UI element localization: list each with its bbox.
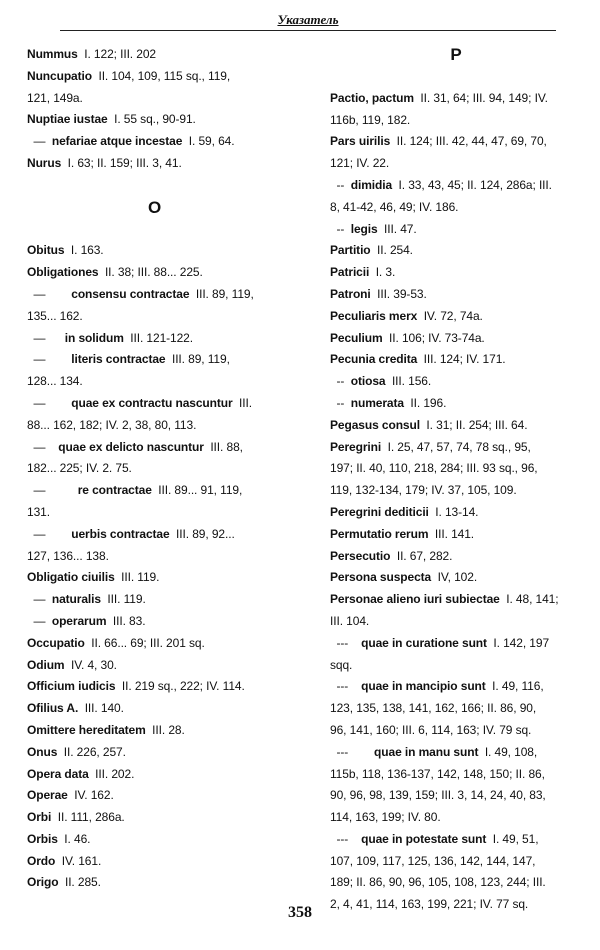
index-reference: — xyxy=(27,352,46,367)
index-reference: III. 119. xyxy=(114,570,160,585)
index-term: Obitus xyxy=(27,243,65,258)
index-term: otiosa xyxy=(344,374,386,389)
index-term: dimidia xyxy=(344,177,393,192)
index-reference: III. 89, 92... xyxy=(169,526,235,541)
index-reference: — xyxy=(27,613,46,628)
index-term: Pars uirilis xyxy=(330,134,391,149)
index-reference: III. 202. xyxy=(88,766,135,781)
index-entry xyxy=(27,502,282,524)
index-reference: II. 66... 69; III. 201 sq. xyxy=(84,635,205,650)
index-reference: III. 83. xyxy=(106,613,146,628)
index-reference: I. 163. xyxy=(64,243,104,258)
index-entry xyxy=(330,720,582,742)
index-term: Pegasus consul xyxy=(330,417,420,432)
index-entry xyxy=(27,437,282,459)
index-entry xyxy=(330,676,582,698)
index-entry xyxy=(330,197,582,219)
index-entry xyxy=(330,437,582,459)
index-reference: I. 49, 51, xyxy=(486,831,539,846)
index-reference: III. 88, xyxy=(203,439,243,454)
index-term: Personae alieno iuri subiectae xyxy=(330,592,500,607)
index-entry xyxy=(27,829,282,851)
index-entry xyxy=(27,44,282,66)
index-entry xyxy=(330,742,582,764)
index-term: Nuptiae iustae xyxy=(27,112,108,127)
index-reference: 114, 163, 199; IV. 80. xyxy=(330,810,441,825)
index-term: Peculium xyxy=(330,330,383,345)
index-reference: IV. 4, 30. xyxy=(64,657,117,672)
index-reference: -- xyxy=(330,177,345,192)
index-reference: — xyxy=(27,286,46,301)
index-entry xyxy=(330,480,582,502)
index-reference: III. 89, 119, xyxy=(189,286,254,301)
index-term: Nurus xyxy=(27,155,62,170)
index-term: quae in curatione sunt xyxy=(348,635,487,650)
page-number: 358 xyxy=(288,904,312,921)
index-entry xyxy=(330,262,582,284)
index-reference: — xyxy=(27,134,46,149)
index-entry xyxy=(27,262,282,284)
right-index-column xyxy=(330,44,582,916)
index-term: Odium xyxy=(27,657,65,672)
index-entry xyxy=(330,88,582,110)
index-reference: I. 46. xyxy=(57,831,91,846)
index-reference: 8, 41-42, 46, 49; IV. 186. xyxy=(330,199,459,214)
index-entry xyxy=(330,655,582,677)
index-term: in solidum xyxy=(45,330,124,345)
index-term: nefariae atque incestae xyxy=(45,134,183,149)
index-reference: I. 55 sq., 90-91. xyxy=(107,112,196,127)
index-reference: --- xyxy=(330,635,349,650)
index-entry xyxy=(330,131,582,153)
index-term: operarum xyxy=(45,613,107,628)
index-entry xyxy=(27,785,282,807)
index-term: Opera data xyxy=(27,766,89,781)
header-rule xyxy=(60,30,556,31)
index-reference: III. 89... 91, 119, xyxy=(151,483,243,498)
index-reference: III. 39-53. xyxy=(370,286,427,301)
index-term: Occupatio xyxy=(27,635,85,650)
index-reference: III. 89, 119, xyxy=(165,352,230,367)
index-reference: II. 106; IV. 73-74a. xyxy=(382,330,485,345)
index-term: re contractae xyxy=(45,483,152,498)
index-reference: 2, 4, 41, 114, 163, 199, 221; IV. 77 sq. xyxy=(330,897,529,912)
index-reference: 123, 135, 138, 141, 162, 166; II. 86, 90, xyxy=(330,701,537,716)
index-reference: 121; IV. 22. xyxy=(330,156,390,171)
index-entry xyxy=(330,153,582,175)
index-reference: II. 226, 257. xyxy=(57,744,126,759)
index-reference: IV, 102. xyxy=(431,570,478,585)
index-entry xyxy=(330,110,582,132)
index-reference: I. 33, 43, 45; II. 124, 286a; III. xyxy=(392,177,552,192)
index-entry xyxy=(27,633,282,655)
index-entry xyxy=(27,415,282,437)
index-term: Nummus xyxy=(27,47,78,61)
index-reference: I. 142, 197 xyxy=(486,635,550,650)
index-reference: -- xyxy=(330,395,345,410)
index-reference: II. 124; III. 42, 44, 47, 69, 70, xyxy=(390,134,547,149)
index-entry xyxy=(330,524,582,546)
index-term: Peculiaris merx xyxy=(330,308,418,323)
index-reference: II. 67, 282. xyxy=(390,548,453,563)
index-entry xyxy=(27,240,282,262)
index-term: quae ex delicto nascuntur xyxy=(45,439,204,454)
index-entry xyxy=(330,240,582,262)
index-entry xyxy=(330,502,582,524)
index-reference: 116b, 119, 182. xyxy=(330,112,411,127)
index-reference: IV. 72, 74a. xyxy=(417,308,483,323)
index-entry xyxy=(330,546,582,568)
index-reference: — xyxy=(27,439,46,454)
index-entry xyxy=(330,851,582,873)
index-entry xyxy=(27,872,282,894)
index-entry xyxy=(330,306,582,328)
spacer xyxy=(330,66,582,88)
index-entry xyxy=(27,66,282,88)
index-reference: 197; II. 40, 110, 218, 284; III. 93 sq., 96, xyxy=(330,461,538,476)
index-entry xyxy=(27,284,282,306)
index-entry xyxy=(330,219,582,241)
index-reference: I. 63; II. 159; III. 3, 41. xyxy=(61,155,182,170)
index-entry xyxy=(27,306,282,328)
index-term: consensu contractae xyxy=(45,286,190,301)
index-reference: II. 104, 109, 115 sq., 119, xyxy=(92,68,231,83)
index-term: uerbis contractae xyxy=(45,526,170,541)
index-reference: I. 25, 47, 57, 74, 78 sq., 95, xyxy=(381,439,531,454)
index-reference: 189; II. 86, 90, 96, 105, 108, 123, 244; III. xyxy=(330,875,546,890)
index-entry xyxy=(330,764,582,786)
left-index-column xyxy=(27,44,282,894)
index-reference: — xyxy=(27,395,46,410)
index-entry xyxy=(27,676,282,698)
index-term: Patroni xyxy=(330,286,371,301)
index-reference: I. 49, 116, xyxy=(485,679,544,694)
index-reference: sqq. xyxy=(330,657,353,672)
index-term: Peregrini dediticii xyxy=(330,504,429,519)
index-reference: 131. xyxy=(27,504,50,519)
index-reference: — xyxy=(27,526,46,541)
index-reference: — xyxy=(27,592,46,607)
index-entry xyxy=(27,851,282,873)
index-entry xyxy=(330,349,582,371)
index-entry xyxy=(330,633,582,655)
index-term: Obligatio ciuilis xyxy=(27,570,115,585)
index-entry xyxy=(330,458,582,480)
index-term: Origo xyxy=(27,875,59,890)
index-entry xyxy=(27,349,282,371)
index-entry xyxy=(330,829,582,851)
index-reference: IV. 161. xyxy=(55,853,102,868)
index-reference: II. 254. xyxy=(370,243,413,258)
index-term: Obligationes xyxy=(27,265,99,280)
index-reference: I. 49, 108, xyxy=(478,744,538,759)
index-entry xyxy=(330,567,582,589)
index-reference: 182... 225; IV. 2. 75. xyxy=(27,461,132,476)
index-entry xyxy=(27,458,282,480)
index-reference: I. 13-14. xyxy=(428,504,479,519)
index-reference: 121, 149a. xyxy=(27,90,83,105)
index-reference: III. 104. xyxy=(330,613,370,628)
index-term: Pactio, pactum xyxy=(330,90,414,105)
index-entry xyxy=(330,589,582,611)
index-reference: III. 140. xyxy=(78,701,124,716)
index-reference: III. 47. xyxy=(377,221,417,236)
index-entry xyxy=(330,872,582,894)
index-reference: 115b, 118, 136-137, 142, 148, 150; II. 86, xyxy=(330,766,545,781)
index-reference: III. 119. xyxy=(100,592,146,607)
index-reference: II. 196. xyxy=(403,395,447,410)
index-reference: I. 31; II. 254; III. 64. xyxy=(419,417,528,432)
spacer xyxy=(27,175,282,197)
index-entry xyxy=(330,328,582,350)
index-reference: -- xyxy=(330,374,345,389)
index-term: Pecunia credita xyxy=(330,352,418,367)
index-entry xyxy=(27,611,282,633)
index-reference: 135... 162. xyxy=(27,308,83,323)
index-term: Partitio xyxy=(330,243,371,258)
index-reference: II. 38; III. 88... 225. xyxy=(98,265,203,280)
index-entry xyxy=(330,284,582,306)
index-term: quae ex contractu nascuntur xyxy=(45,395,233,410)
index-entry xyxy=(330,175,582,197)
index-term: Orbis xyxy=(27,831,58,846)
index-entry xyxy=(27,393,282,415)
index-reference: 127, 136... 138. xyxy=(27,548,109,563)
index-term: Onus xyxy=(27,744,58,759)
index-term: Patricii xyxy=(330,265,370,280)
index-entry xyxy=(27,328,282,350)
index-reference: III. 124; IV. 171. xyxy=(417,352,506,367)
index-term: Operae xyxy=(27,788,68,803)
index-reference: --- xyxy=(330,744,349,759)
spacer xyxy=(27,219,282,241)
index-reference: — xyxy=(27,483,46,498)
index-entry xyxy=(330,611,582,633)
index-reference: III. 28. xyxy=(145,722,185,737)
index-term: quae in potestate sunt xyxy=(348,831,487,846)
index-term: naturalis xyxy=(45,592,101,607)
index-reference: II. 219 sq., 222; IV. 114. xyxy=(115,679,245,694)
index-entry xyxy=(27,720,282,742)
index-entry xyxy=(27,131,282,153)
index-reference: IV. 162. xyxy=(67,788,114,803)
index-term: Orbi xyxy=(27,810,52,825)
index-entry xyxy=(27,655,282,677)
running-header: Указатель xyxy=(277,12,339,27)
index-entry xyxy=(27,589,282,611)
index-entry xyxy=(27,807,282,829)
index-entry xyxy=(27,698,282,720)
index-term: Nuncupatio xyxy=(27,68,92,83)
index-term: Omittere hereditatem xyxy=(27,722,146,737)
index-reference: --- xyxy=(330,831,349,846)
index-entry xyxy=(330,393,582,415)
index-reference: 119, 132-134, 179; IV. 37, 105, 109. xyxy=(330,483,517,498)
index-term: Officium iudicis xyxy=(27,679,116,694)
index-entry xyxy=(27,546,282,568)
index-term: quae in mancipio sunt xyxy=(348,679,486,694)
index-reference: II. 31, 64; III. 94, 149; IV. xyxy=(413,90,548,105)
index-entry xyxy=(27,524,282,546)
index-reference: 90, 96, 98, 139, 159; III. 3, 14, 24, 40, 83, xyxy=(330,788,546,803)
index-entry xyxy=(27,764,282,786)
index-term: Persecutio xyxy=(330,548,391,563)
index-reference: 128... 134. xyxy=(27,374,83,389)
index-entry xyxy=(27,88,282,110)
index-term: numerata xyxy=(344,395,404,410)
section-letter: P xyxy=(450,45,462,64)
index-entry xyxy=(330,785,582,807)
index-entry xyxy=(330,371,582,393)
index-entry xyxy=(27,480,282,502)
index-term: Peregrini xyxy=(330,439,382,454)
index-reference: II. 111, 286a. xyxy=(51,810,125,825)
index-term: legis xyxy=(344,221,378,236)
index-entry xyxy=(330,415,582,437)
index-reference: 107, 109, 117, 125, 136, 142, 144, 147, xyxy=(330,853,536,868)
index-reference: III. 141. xyxy=(428,526,475,541)
index-reference: -- xyxy=(330,221,345,236)
index-entry xyxy=(330,698,582,720)
index-entry xyxy=(330,807,582,829)
index-reference: — xyxy=(27,330,46,345)
index-term: quae in manu sunt xyxy=(348,744,479,759)
index-term: Ofilius A. xyxy=(27,701,79,716)
index-term: Persona suspecta xyxy=(330,570,432,585)
index-term: Permutatio rerum xyxy=(330,526,429,541)
index-reference: --- xyxy=(330,679,349,694)
index-reference: I. 122; III. 202 xyxy=(77,47,157,61)
index-reference: III. 156. xyxy=(385,374,432,389)
index-reference: III. 121-122. xyxy=(123,330,193,345)
section-letter: O xyxy=(147,197,162,217)
index-entry xyxy=(27,371,282,393)
index-term: literis contractae xyxy=(45,352,166,367)
index-entry xyxy=(27,153,282,175)
index-reference: III. xyxy=(232,395,252,410)
index-reference: 88... 162, 182; IV. 2, 38, 80, 113. xyxy=(27,417,197,432)
index-entry xyxy=(27,109,282,131)
index-entry xyxy=(27,742,282,764)
index-reference: I. 3. xyxy=(369,265,396,280)
index-reference: 96, 141, 160; III. 6, 114, 163; IV. 79 sq. xyxy=(330,722,532,737)
index-reference: I. 48, 141; xyxy=(499,592,559,607)
index-entry xyxy=(27,567,282,589)
index-reference: II. 285. xyxy=(58,875,101,890)
index-term: Ordo xyxy=(27,853,56,868)
index-reference: I. 59, 64. xyxy=(182,134,235,149)
